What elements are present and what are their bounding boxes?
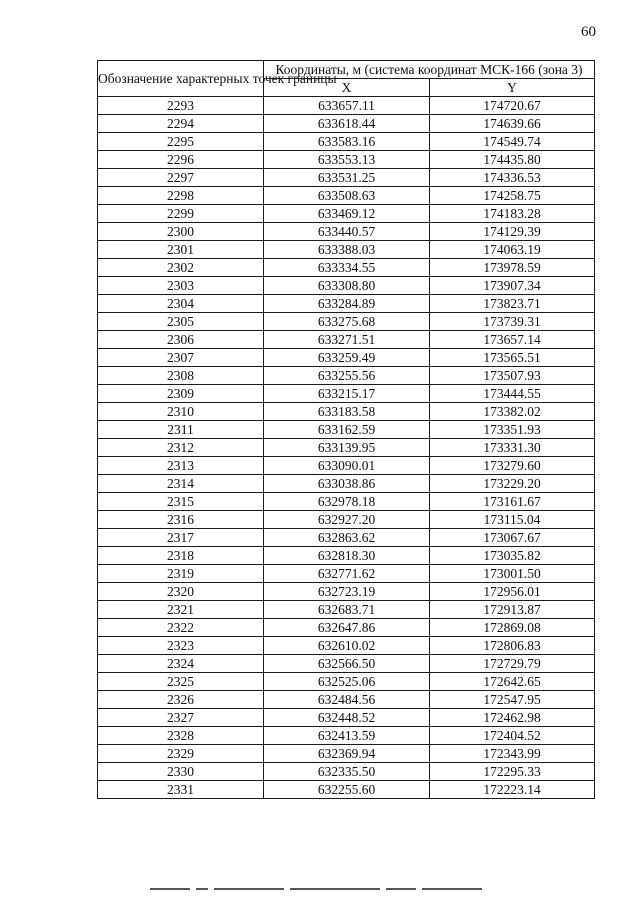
x-coordinate-cell: 633275.68 — [264, 313, 430, 331]
x-coordinate-cell: 633657.11 — [264, 97, 430, 115]
x-coordinate-cell: 632369.94 — [264, 745, 430, 763]
y-coordinate-cell: 174639.66 — [430, 115, 595, 133]
table-row — [98, 709, 595, 727]
table-row — [98, 727, 595, 745]
point-id-cell: 2331 — [98, 781, 264, 799]
x-coordinate-cell: 633215.17 — [264, 385, 430, 403]
y-coordinate-cell: 172806.83 — [430, 637, 595, 655]
table-row — [98, 367, 595, 385]
table-row — [98, 781, 595, 799]
point-id-cell: 2322 — [98, 619, 264, 637]
table-row — [98, 745, 595, 763]
table-row — [98, 115, 595, 133]
table-row — [98, 475, 595, 493]
point-id-cell: 2310 — [98, 403, 264, 421]
point-id-cell: 2312 — [98, 439, 264, 457]
point-id-cell: 2309 — [98, 385, 264, 403]
y-coordinate-cell: 172642.65 — [430, 673, 595, 691]
table-row — [98, 421, 595, 439]
x-coordinate-cell: 632771.62 — [264, 565, 430, 583]
x-coordinate-cell: 632525.06 — [264, 673, 430, 691]
y-coordinate-cell: 173331.30 — [430, 439, 595, 457]
point-id-cell: 2300 — [98, 223, 264, 241]
x-coordinate-cell: 632863.62 — [264, 529, 430, 547]
x-coordinate-cell: 633553.13 — [264, 151, 430, 169]
table-row — [98, 655, 595, 673]
table-row — [98, 133, 595, 151]
point-id-cell: 2320 — [98, 583, 264, 601]
x-coordinate-cell: 633469.12 — [264, 205, 430, 223]
table-row — [98, 529, 595, 547]
table-row — [98, 601, 595, 619]
y-coordinate-cell: 174183.28 — [430, 205, 595, 223]
y-coordinate-cell: 172295.33 — [430, 763, 595, 781]
point-id-cell: 2311 — [98, 421, 264, 439]
y-coordinate-cell: 172343.99 — [430, 745, 595, 763]
x-coordinate-cell: 632413.59 — [264, 727, 430, 745]
x-coordinate-cell: 633308.80 — [264, 277, 430, 295]
y-coordinate-cell: 173507.93 — [430, 367, 595, 385]
table-row — [98, 403, 595, 421]
table-row — [98, 349, 595, 367]
x-coordinate-cell: 633334.55 — [264, 259, 430, 277]
table-row — [98, 763, 595, 781]
x-coordinate-cell: 633139.95 — [264, 439, 430, 457]
point-id-cell: 2304 — [98, 295, 264, 313]
point-id-cell: 2294 — [98, 115, 264, 133]
point-id-cell: 2314 — [98, 475, 264, 493]
y-coordinate-cell: 172404.52 — [430, 727, 595, 745]
x-coordinate-cell: 633440.57 — [264, 223, 430, 241]
header-y: Y — [430, 79, 595, 97]
point-id-cell: 2324 — [98, 655, 264, 673]
y-coordinate-cell: 172869.08 — [430, 619, 595, 637]
y-coordinate-cell: 173978.59 — [430, 259, 595, 277]
point-id-cell: 2306 — [98, 331, 264, 349]
y-coordinate-cell: 173351.93 — [430, 421, 595, 439]
header-point-designation: Обозначение характерных точек границы — [98, 61, 264, 97]
x-coordinate-cell: 632723.19 — [264, 583, 430, 601]
y-coordinate-cell: 173035.82 — [430, 547, 595, 565]
point-id-cell: 2319 — [98, 565, 264, 583]
x-coordinate-cell: 632335.50 — [264, 763, 430, 781]
x-coordinate-cell: 632566.50 — [264, 655, 430, 673]
header-x: X — [264, 79, 430, 97]
y-coordinate-cell: 174063.19 — [430, 241, 595, 259]
x-coordinate-cell: 633508.63 — [264, 187, 430, 205]
x-coordinate-cell: 632484.56 — [264, 691, 430, 709]
point-id-cell: 2296 — [98, 151, 264, 169]
x-coordinate-cell: 633255.56 — [264, 367, 430, 385]
y-coordinate-cell: 173279.60 — [430, 457, 595, 475]
x-coordinate-cell: 633183.58 — [264, 403, 430, 421]
x-coordinate-cell: 633162.59 — [264, 421, 430, 439]
x-coordinate-cell: 632448.52 — [264, 709, 430, 727]
y-coordinate-cell: 174435.80 — [430, 151, 595, 169]
point-id-cell: 2317 — [98, 529, 264, 547]
y-coordinate-cell: 173739.31 — [430, 313, 595, 331]
y-coordinate-cell: 172547.95 — [430, 691, 595, 709]
x-coordinate-cell: 633583.16 — [264, 133, 430, 151]
x-coordinate-cell: 632610.02 — [264, 637, 430, 655]
table-row — [98, 169, 595, 187]
x-coordinate-cell: 632647.86 — [264, 619, 430, 637]
x-coordinate-cell: 632255.60 — [264, 781, 430, 799]
point-id-cell: 2308 — [98, 367, 264, 385]
y-coordinate-cell: 173067.67 — [430, 529, 595, 547]
point-id-cell: 2295 — [98, 133, 264, 151]
table-row — [98, 493, 595, 511]
y-coordinate-cell: 173823.71 — [430, 295, 595, 313]
table-row — [98, 385, 595, 403]
point-id-cell: 2305 — [98, 313, 264, 331]
point-id-cell: 2301 — [98, 241, 264, 259]
x-coordinate-cell: 633038.86 — [264, 475, 430, 493]
table-row — [98, 331, 595, 349]
table-row — [98, 187, 595, 205]
table-row — [98, 673, 595, 691]
point-id-cell: 2313 — [98, 457, 264, 475]
y-coordinate-cell: 173907.34 — [430, 277, 595, 295]
table-row — [98, 97, 595, 115]
table-row — [98, 277, 595, 295]
point-id-cell: 2315 — [98, 493, 264, 511]
table-row — [98, 205, 595, 223]
x-coordinate-cell: 633531.25 — [264, 169, 430, 187]
table-row — [98, 439, 595, 457]
x-coordinate-cell: 633618.44 — [264, 115, 430, 133]
x-coordinate-cell: 632818.30 — [264, 547, 430, 565]
x-coordinate-cell: 633259.49 — [264, 349, 430, 367]
header-coordinates: Координаты, м (система координат МСК-166 (зона 3) — [264, 61, 595, 79]
x-coordinate-cell: 632683.71 — [264, 601, 430, 619]
y-coordinate-cell: 174258.75 — [430, 187, 595, 205]
table-row — [98, 511, 595, 529]
point-id-cell: 2326 — [98, 691, 264, 709]
footer-scan-marks — [150, 888, 510, 892]
point-id-cell: 2318 — [98, 547, 264, 565]
table-row — [98, 241, 595, 259]
point-id-cell: 2316 — [98, 511, 264, 529]
point-id-cell: 2299 — [98, 205, 264, 223]
y-coordinate-cell: 172956.01 — [430, 583, 595, 601]
y-coordinate-cell: 173444.55 — [430, 385, 595, 403]
x-coordinate-cell: 632927.20 — [264, 511, 430, 529]
x-coordinate-cell: 633388.03 — [264, 241, 430, 259]
table-row — [98, 259, 595, 277]
table-row — [98, 637, 595, 655]
y-coordinate-cell: 173657.14 — [430, 331, 595, 349]
point-id-cell: 2325 — [98, 673, 264, 691]
y-coordinate-cell: 173115.04 — [430, 511, 595, 529]
x-coordinate-cell: 633090.01 — [264, 457, 430, 475]
table-row — [98, 223, 595, 241]
table-row — [98, 457, 595, 475]
table-row — [98, 547, 595, 565]
y-coordinate-cell: 172462.98 — [430, 709, 595, 727]
point-id-cell: 2327 — [98, 709, 264, 727]
table-header-row — [98, 61, 595, 79]
point-id-cell: 2293 — [98, 97, 264, 115]
y-coordinate-cell: 172223.14 — [430, 781, 595, 799]
table-row — [98, 151, 595, 169]
table-row — [98, 295, 595, 313]
x-coordinate-cell: 633284.89 — [264, 295, 430, 313]
table-row — [98, 565, 595, 583]
y-coordinate-cell: 173161.67 — [430, 493, 595, 511]
y-coordinate-cell: 174549.74 — [430, 133, 595, 151]
y-coordinate-cell: 172913.87 — [430, 601, 595, 619]
point-id-cell: 2321 — [98, 601, 264, 619]
point-id-cell: 2297 — [98, 169, 264, 187]
y-coordinate-cell: 173382.02 — [430, 403, 595, 421]
point-id-cell: 2307 — [98, 349, 264, 367]
coordinates-table — [97, 60, 595, 799]
table-row — [98, 583, 595, 601]
y-coordinate-cell: 173229.20 — [430, 475, 595, 493]
point-id-cell: 2302 — [98, 259, 264, 277]
y-coordinate-cell: 174720.67 — [430, 97, 595, 115]
x-coordinate-cell: 632978.18 — [264, 493, 430, 511]
table-row — [98, 313, 595, 331]
point-id-cell: 2303 — [98, 277, 264, 295]
point-id-cell: 2330 — [98, 763, 264, 781]
point-id-cell: 2328 — [98, 727, 264, 745]
point-id-cell: 2298 — [98, 187, 264, 205]
y-coordinate-cell: 173001.50 — [430, 565, 595, 583]
y-coordinate-cell: 174129.39 — [430, 223, 595, 241]
table-row — [98, 691, 595, 709]
y-coordinate-cell: 174336.53 — [430, 169, 595, 187]
point-id-cell: 2329 — [98, 745, 264, 763]
table-body — [98, 97, 595, 799]
y-coordinate-cell: 173565.51 — [430, 349, 595, 367]
table-row — [98, 619, 595, 637]
point-id-cell: 2323 — [98, 637, 264, 655]
x-coordinate-cell: 633271.51 — [264, 331, 430, 349]
page-number: 60 — [581, 24, 596, 40]
y-coordinate-cell: 172729.79 — [430, 655, 595, 673]
